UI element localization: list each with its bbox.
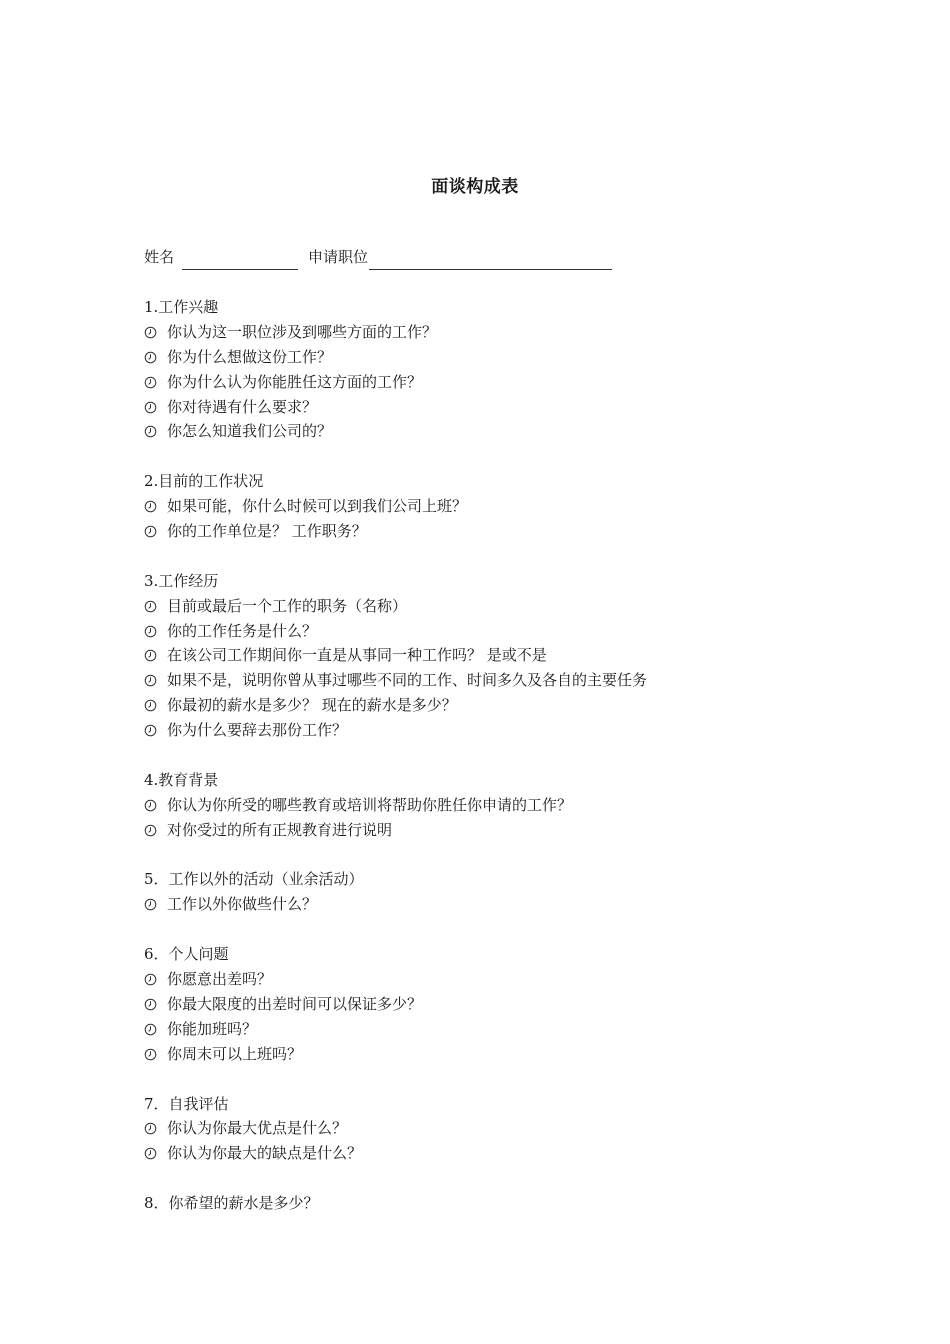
clock-icon xyxy=(144,1048,157,1061)
question-item xyxy=(144,1042,844,1067)
question-item xyxy=(144,320,844,345)
question-text: 你为什么要辞去那份工作？ xyxy=(167,721,348,740)
document-body xyxy=(144,245,844,1241)
question-item xyxy=(144,967,844,992)
question-text: 你最大限度的出差时间可以保证多少？ xyxy=(167,994,423,1013)
section-1 xyxy=(144,295,844,444)
question-text: 工作以外你做些什么？ xyxy=(167,895,318,914)
position-blank-line xyxy=(369,251,612,270)
clock-icon xyxy=(144,824,157,837)
question-text: 你认为这一职位涉及到哪些方面的工作？ xyxy=(167,322,438,341)
clock-icon xyxy=(144,351,157,364)
question-text: 在该公司工作期间你一直是从事同一种工作吗？ 是或不是 xyxy=(167,646,547,665)
question-text: 你对待遇有什么要求？ xyxy=(167,397,318,416)
clock-icon xyxy=(144,376,157,389)
section-7 xyxy=(144,1092,844,1167)
clock-icon xyxy=(144,674,157,687)
section-3 xyxy=(144,569,844,743)
clock-icon xyxy=(144,699,157,712)
question-text: 你能加班吗？ xyxy=(167,1019,258,1038)
question-text: 对你受过的所有正规教育进行说明 xyxy=(167,820,393,839)
clock-icon xyxy=(144,326,157,339)
section-title: 5．工作以外的活动（业余活动） xyxy=(144,870,364,889)
question-item xyxy=(144,519,844,544)
section-title: 3.工作经历 xyxy=(144,571,219,590)
question-item xyxy=(144,693,844,718)
clock-icon xyxy=(144,525,157,538)
applicant-info-line xyxy=(144,245,844,270)
clock-icon xyxy=(144,500,157,513)
question-item xyxy=(144,345,844,370)
section-title: 4.教育背景 xyxy=(144,770,219,789)
question-item xyxy=(144,718,844,743)
question-text: 你怎么知道我们公司的？ xyxy=(167,422,333,441)
question-item xyxy=(144,370,844,395)
question-item xyxy=(144,1116,844,1141)
question-text: 你为什么想做这份工作？ xyxy=(167,347,333,366)
section-2 xyxy=(144,469,844,544)
clock-icon xyxy=(144,1147,157,1160)
clock-icon xyxy=(144,425,157,438)
section-title: 7．自我评估 xyxy=(144,1094,229,1113)
question-item xyxy=(144,892,844,917)
name-blank-line xyxy=(182,251,298,270)
question-item xyxy=(144,594,844,619)
section-6 xyxy=(144,942,844,1066)
section-title: 2.目前的工作状况 xyxy=(144,472,264,491)
question-text: 你最初的薪水是多少？ 现在的薪水是多少？ xyxy=(167,696,457,715)
clock-icon xyxy=(144,998,157,1011)
question-item xyxy=(144,1141,844,1166)
question-text: 你周末可以上班吗？ xyxy=(167,1044,303,1063)
section-5 xyxy=(144,867,844,917)
clock-icon xyxy=(144,799,157,812)
clock-icon xyxy=(144,625,157,638)
question-text: 你认为你最大优点是什么？ xyxy=(167,1119,348,1138)
question-text: 你认为你所受的哪些教育或培训将帮助你胜任你申请的工作？ xyxy=(167,795,573,814)
clock-icon xyxy=(144,401,157,414)
section-4 xyxy=(144,768,844,843)
question-item xyxy=(144,668,844,693)
question-sections xyxy=(144,295,844,1216)
question-text: 你的工作任务是什么？ xyxy=(167,621,318,640)
question-item xyxy=(144,494,844,519)
position-label: 申请职位 xyxy=(308,248,369,267)
clock-icon xyxy=(144,600,157,613)
document-title: 面谈构成表 xyxy=(431,177,519,197)
name-label: 姓名 xyxy=(144,248,175,267)
question-text: 你为什么认为你能胜任这方面的工作？ xyxy=(167,372,423,391)
clock-icon xyxy=(144,973,157,986)
question-text: 如果不是，说明你曾从事过哪些不同的工作、时间多久及各自的主要任务 xyxy=(167,671,648,690)
question-item xyxy=(144,1017,844,1042)
question-item xyxy=(144,619,844,644)
clock-icon xyxy=(144,649,157,662)
question-item xyxy=(144,419,844,444)
clock-icon xyxy=(144,898,157,911)
clock-icon xyxy=(144,1122,157,1135)
section-title: 1.工作兴趣 xyxy=(144,298,219,316)
question-item xyxy=(144,643,844,668)
section-title: 6．个人问题 xyxy=(144,945,229,964)
question-text: 你愿意出差吗？ xyxy=(167,970,273,989)
question-text: 你认为你最大的缺点是什么？ xyxy=(167,1144,363,1163)
question-text: 如果可能，你什么时候可以到我们公司上班？ xyxy=(167,497,468,516)
question-item xyxy=(144,395,844,420)
clock-icon xyxy=(144,1023,157,1036)
question-text: 你的工作单位是？ 工作职务？ xyxy=(167,522,367,541)
question-text: 目前或最后一个工作的职务（名称） xyxy=(167,596,408,615)
section-8 xyxy=(144,1191,844,1216)
section-title: 8．你希望的薪水是多少？ xyxy=(144,1194,319,1213)
question-item xyxy=(144,818,844,843)
question-item xyxy=(144,992,844,1017)
clock-icon xyxy=(144,724,157,737)
question-item xyxy=(144,793,844,818)
